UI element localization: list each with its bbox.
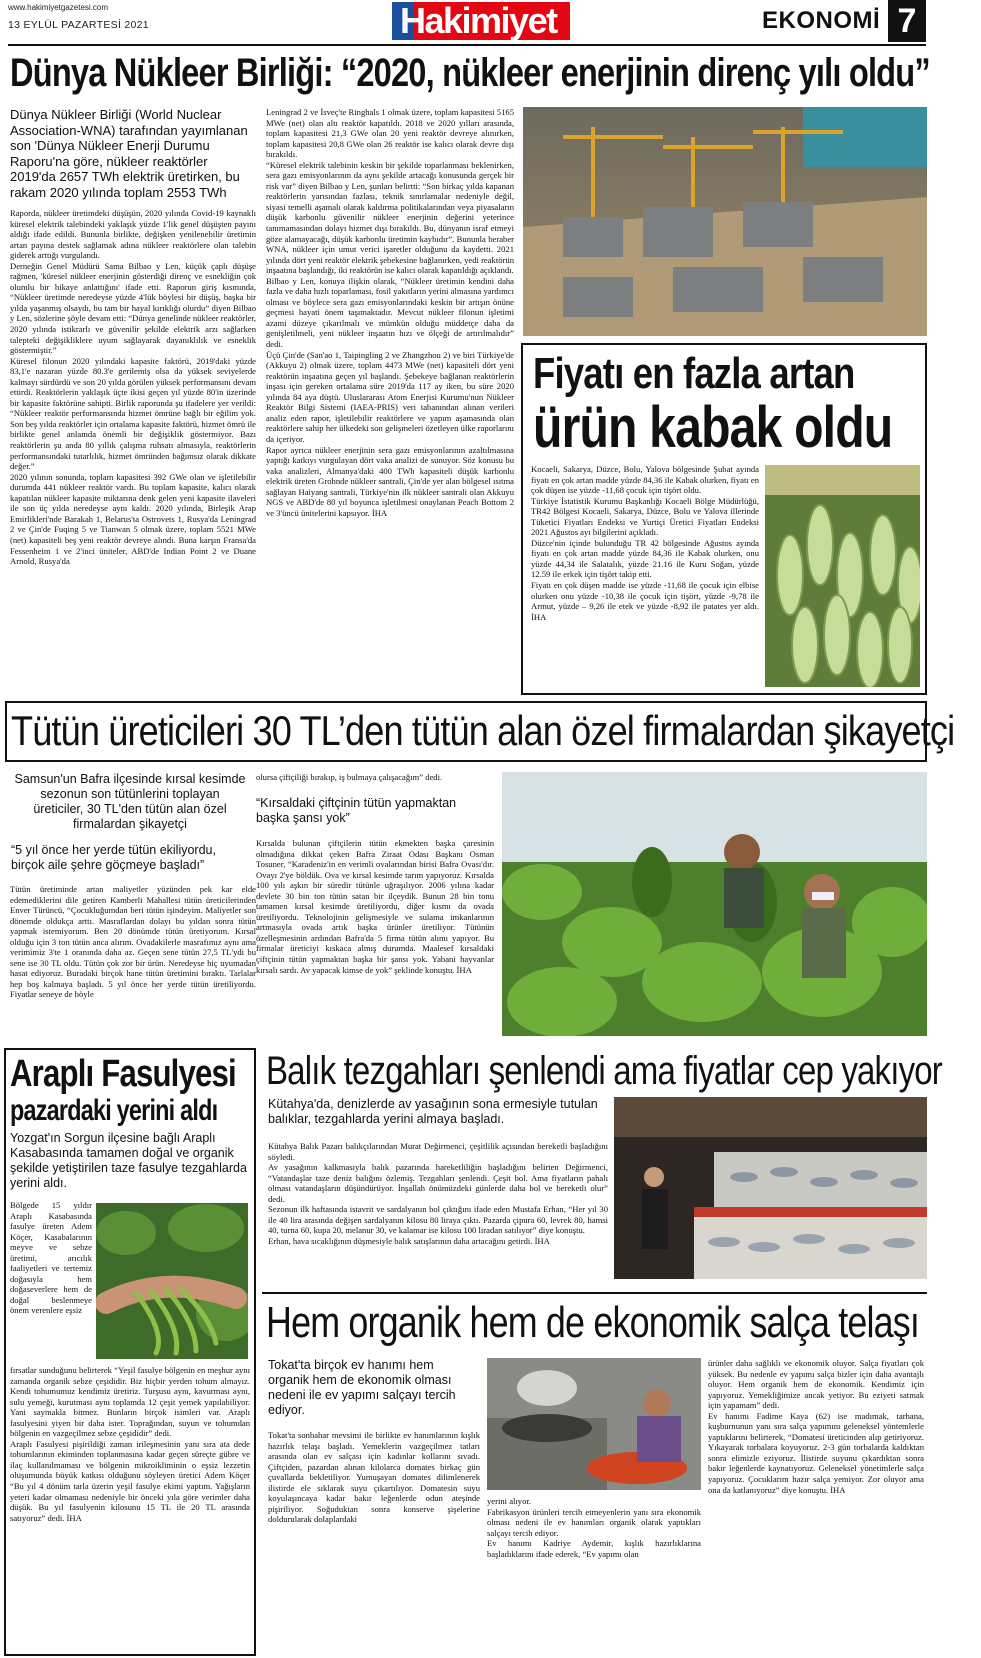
tomato-body-2: yerini alıyor. Fabrikasyon ürünleri tercih etmeyenlerin yanı sıra ekonomik olması nedeni ile ev hanımları organik olarak yaptıkları salçayı tercih ediyor. Ev hanımı Kadriye Aydemir, kışlık hazırlıklarına başladıklarını ifade ederek, “Ev yapımı olan	[487, 1496, 701, 1559]
tobacco-lead: Samsun'un Bafra ilçesinde kırsal kesimde sezonun son tütünlerini toplayan üreticiler, 30 TL'den tütün alan özel firmalardan şikayetçi	[14, 772, 246, 831]
masthead-rule	[8, 44, 926, 46]
tobacco-field-icon	[502, 772, 927, 1036]
zucchini-headline-2: ürün kabak oldu	[533, 395, 893, 460]
tomato-rule	[262, 1292, 927, 1294]
beans-headline-1: Araplı Fasulyesi	[10, 1053, 236, 1095]
tomato-body-1: Tokat'ta sonbahar mevsimi ile birlikte ev hanımlarının kışlık hazırlık telaşı başladı. Yemeklerin vazgeçilmez tatları arasında olan ev salçası için kadınlar kollarını sıvadı. Çiftçiden, pazardan alınan kilolarca domates birkaç gün çuvallarda bekletiliyor. Yumuşayan domates dilimlenerek ilistirde ele sıklarak suyu çıkartılıyor. Domatesin suyu koyulaşıncaya kadar bakır leğenlerde odun ateşinde pişiriliyor. Soğuduktan sonra konserve şişelerine doldurularak dolaplardaki	[268, 1430, 480, 1525]
tomato-column-1	[268, 1430, 480, 1656]
construction-site-icon	[523, 107, 927, 336]
tobacco-column-1	[10, 884, 256, 1042]
zucchini-column	[531, 464, 759, 690]
website-url[interactable]: www.hakimiyetgazetesi.com	[8, 3, 109, 12]
logo-text: Hakimiyet	[400, 0, 557, 41]
beans-lead: Yozgat'ın Sorgun ilçesine bağlı Araplı Kasabasında tamamen doğal ve organik şekilde yetiştirilen taze fasulye tezgahlarda yerini aldı.	[10, 1131, 247, 1190]
zucchini-headline-1: Fiyatı en fazla artan	[533, 349, 855, 398]
fish-lead: Kütahya'da, denizlerde av yasağının sona ermesiyle tutulan balıklar, tezgahlarda yerini almaya başladı.	[268, 1097, 598, 1126]
nuclear-body-1: Raporda, nükleer üretimdeki düşüşün, 2020 yılında Covid-19 kaynaklı küresel elektrik talebindeki yaklaşık yüzde 1'lik genel düşüşten payını aldığı ifade edildi. Bununla birlikte, değişken yenilenebilir üretimin artan payına destek sağlamak adına nükleer reaktörlere olan talebin giderek arttığı vurgulandı. Derneğin Genel Müdürü Sama Bilbao y Len, küçük çaplı düşüşe rağmen, 'küresel nükleer enerjinin gösterdiği direnç ve esnekliğin çok olumlu bir hikaye anlattığını' ifade etti. Raporun giriş kısmında, “Nükleer üretimde neredeyse yüzde 4'lük böylesi bir düşüş, başka bir yılda yaşanmış olsaydı, bu tam bir hayal kırıklığı olurdu” diyen Bilbao y Len, sözlerine şöyle devam etti: “Dünya genelinde nükleer reaktörler, 2020 yılında istikrarlı ve güvenilir şekilde elektrik arzı sağlarken talepteki değişikliklere uyum sağlayarak dayanıklılık ve esneklik göstermiştir.” Küresel filonun 2020 yılındaki kapasite faktörü, 2019'daki yüzde 83,1'e nazaran yüzde 80.3'e gerilemiş olsa da yüksek seviyelerde kalmayı sürdürdü ve son 20 yılda görülen yüksek performansını devam ettirdi. Reaktörlerin yaklaşık üçte ikisi geçen yıl yüzde 80'in üzerinde bir kapasite faktörüne sahipti. Birlik raporunda şu ifadelere yer verildi: “Nükleer reaktör performansında hizmet ömrüne bağlı bir eğilim yok. Son beş yılda reaktörler için ortalama kapasite faktörü, hizmet ömrü ile birlikte genel anlamda önemli bir değişiklik göstermiyor. Bazı reaktörlerin şu anda 80 yıllık çalışma ruhsatı almasıyla, reaktörlerin performansındaki tutarlılık, hizmet ömründen bağımsız olarak dikkate değer.” 2020 yılının sonunda, toplam kapasitesi 392 GWe olan ve işletilebilir durumda 441 nükleer reaktör vardı. Bu toplam kapasite, kalıcı olarak kapatılan nükleer kapasite miktarına denk gelen yeni kapasite ilaveleri ile son üç yılda neredeyse aynı kaldı. 2020 yılında, Birleşik Arap Emirlikleri'nde Barakah 1, Belarus'ta Ostrovets 1, Rusya'da Leningrad 2 ve Çin'de Fuqing 5 ve Tianwan 5 olmak üzere, toplam 5521 MWe (net) kapasiteli beş yeni reaktör devreye alındı. Buna karşın Fransa'da Fessenheim 1 ve 2'inci üniteler, ABD'de Indian Point 2 ve Duane Arnold, Rusya'da	[10, 208, 256, 567]
tobacco-body-2-top: olursa çiftçiliği bırakıp, iş bulmaya çalışacağım” dedi.	[256, 772, 443, 782]
tobacco-column-2-top	[256, 772, 494, 786]
newspaper-logo	[392, 0, 570, 44]
tomato-paste-photo	[487, 1358, 701, 1490]
tomato-column-3	[708, 1358, 924, 1656]
zucchini-icon	[765, 465, 920, 687]
tobacco-subheading-1: “5 yıl önce her yerde tütün ekiliyordu, birçok aile şehre göçmeye başladı”	[11, 843, 216, 872]
tobacco-headline: Tütün üreticileri 30 TL’den tütün alan özel firmalardan şikayetçi	[11, 707, 955, 754]
issue-date: 13 EYLÜL PAZARTESİ 2021	[8, 19, 149, 31]
zucchini-photo	[765, 465, 920, 687]
nuclear-construction-photo	[523, 107, 927, 336]
fish-stall-icon	[614, 1097, 927, 1279]
fish-market-photo	[614, 1097, 927, 1279]
tomato-body-3: ürünler daha sağlıklı ve ekonomik oluyor. Salça fiyatları çok yüksek. Bu nedenle ev yapımı salça bizler için daha avantajlı oluyor. Hem organik hem de ekonomik. Kendimiz için yapıyoruz. Yemekliğimize ancak yetiyor. Bu eziyeti satmak için yapamam” dedi. Ev hanımı Fadime Kaya (62) ise madımak, tarhana, kuşburnunun yanı sıra salça yapımını geleneksel yöntemlerle yaptıklarını belirterek, “Domatesi üreticinden alıp getiriyoruz. Yıkayarak torbalara koyuyoruz. 2-3 gün torbalarda kaldıktan sonra elimizle eziyoruz. İlistirde suyunu çıkardıktan sonra bakır leğenlerde kaynatıyoruz. Geleneksel yönetimlerle salça yapıyoruz. Çocuklarım hazır salça yemiyor. Zor oluyor ama ona da katlanıyoruz” diye konuştu. İHA	[708, 1358, 924, 1495]
beans-column-full	[10, 1365, 250, 1653]
zucchini-body: Kocaeli, Sakarya, Düzce, Bolu, Yalova bölgesinde Şubat ayında fiyatı en çok artan madde yüzde 84,36 ile Kabak olurken, fiyatı en çok düşen ise yüzde -11,68 çocuk için tişört oldu. Türkiye İstatistik Kurumu Başkanlığı Kocaeli Bölge Müdürlüğü, TR42 Bölgesi Kocaeli, Sakarya, Düzce, Bolu ve Yalova illerinde Tüketici Fiyatları Endeksi ve Yurtiçi Üretici Fiyatları Endeksi 2021 Ağustos ayı bilgilerini açıkladı. Düzce'nin içinde bulunduğu TR 42 bölgesinde Ağustos ayında fiyatı en çok artan madde yüzde 84,36 ile Kabak olurken, onu yüzde 44,34 ile Salatalık, yüzde 21.16 ile Kuru Soğan, yüzde 12.59 ile erkek için tişört takip etti. Fiyatı en çok düşen madde ise yüzde -11,68 ile çocuk için elbise olurken onu yüzde -10,38 ile çocuk için tişört, yüzde -9,78 ile Armut, yüzde – 9,26 ile etek ve yüzde -8,92 ile patates yer aldı. İHA	[531, 464, 759, 622]
nuclear-headline: Dünya Nükleer Birliği: “2020, nükleer enerjinin direnç yılı oldu”	[10, 51, 930, 95]
beans-body-full: fırsatlar sunduğunu belirterek “Yeşil fasulye bölgenin en meşhur aynı zamanda organik sebze çeşididir. Biz hiçbir yerden tohum almayız. Kendi tohumumuz kendimiz üretiriz. Turşusu aynı, kavurması aynı, sulu yemeği, kurutması aynı toplamda 12 çeşit yemek yapılabiliyor. Yani saymakla bitmez. Bunların birçok isimleri var. Araplı fasulyesini yiyen bir daha ister. Toprağından, suyun ve tohumdan bölgenin en vazgeçilmez sebze çeşididir” dedi. Araplı Fasulyesi pişirildiği zaman irileşmesinin yanı sıra ata dede tohumlarının ekiminden toplanmasına kadar geçen süreçte gübre ve ilaç kullanılmaması ve bölgenin mikroikliminin o eşsiz lezzetin oluşumunda büyük katkısı olduğunu söyleyen üretici Adem Köçer “Bu yıl 4 dönüm tarla üzerin yeşil fasulye ekimi yaptım. Yağışların yeteri kadar olmaması nedeniyle bir önceki yıla göre verimler daha düşük. Bu yıl fasulyenin kilosunu 15 TL ile 20 TL arasında satıyoruz” dedi. İHA	[10, 1365, 250, 1523]
nuclear-lead: Dünya Nükleer Birliği (World Nuclear Association-WNA) tarafından yayımlanan son 'Dünya Nükleer Enerji Durumu Raporu'na göre, nükleer reaktörler 2019'da 2657 TWh elektrik üretirken, bu rakam 2020 yılında toplam 2553 TWh	[10, 107, 248, 200]
green-beans-icon	[96, 1203, 248, 1359]
tomato-column-2	[487, 1496, 701, 1656]
beans-body-narrow: Bölgede 15 yıldır Araplı Kasabasında fasulye üreten Adem Köçer, Kasabalarının meyve ve sebze üretimi, arıcılık faaliyetleri ve tertemiz doğasıyla hem doğaseverlere hem de doğal beslenmeye önem verenlere eşsiz	[10, 1200, 92, 1316]
tobacco-subheading-2: “Kırsaldaki çiftçinin tütün yapmaktan başka şansı yok”	[256, 796, 457, 825]
tobacco-column-2	[256, 838, 494, 1038]
tomato-lead: Tokat'ta birçok ev hanımı hem organik hem de ekonomik olması nedeni ile ev yapımı salçayı tercih ediyor.	[268, 1358, 456, 1417]
beans-photo	[96, 1203, 248, 1359]
nuclear-body-2: Leningrad 2 ve İsveç'te Ringhals 1 olmak üzere, toplam kapasitesi 5165 MWe (net) olan altı reaktör kapatıldı. 2018 ve 2020 yılları arasında, toplam kapasitesi 21,3 GWe olan 20 yeni reaktör devreye alınırken, toplam kapasitesi 20,8 GWe olan 26 reaktör ise kalıcı olarak devre dışı bırakıldı. “Küresel elektrik talebinin keskin bir şekilde toparlanması beklenirken, sera gazı emisyonlarının da aynı şekilde artacağı konusunda gerçek bir risk var” diyen Bilbao y Len, şunları belirtti: “Son birkaç yılda kapanan reaktörlerin yarısından fazlası, teknik sınırlamalar nedeniyle değil, siyasi temelli aşamalı olarak kaldırma politikalarından veya piyasaların düşük karbonlu güvenilir nükleer enerjinin değerini yeterince tanımamasından dolayı hizmet dışı bırakıldı. Bu, dünyanın israf etmeyi göze alamayacağı, düşük karbonlu üretimin kaybıdır”. Bununla beraber WNA, nükleer için umut verici işaretler olduğunu da kaydetti. 2021 yılında dört yeni reaktör elektrik şebekesine bağlanırken, yedi reaktörün inşaatına başlandığı, iki reaktörün ise kalıcı olarak kapatıldığı açıklandı. Bilbao y Len, konuya ilişkin olarak, “Nükleer üretimin kendini daha fazla ve daha hızlı toparlaması, fosil yakıtların yerini almasına yardımcı olması ve böylece sera gazı emisyonlarındaki keskin bir artışın önüne geçmesi hayati önem taşımaktadır. Mevcut nükleer filonun işletimi azami düzeye çıkarılmalı ve mümkün olduğu müddetçe daha da genişletilmeli, yeni nükleer inşaatın hızı ve ölçeği de artırılmalıdır” dedi. Üçü Çin'de (San'ao 1, Taipingling 2 ve Zhangzhou 2) ve biri Türkiye'de (Akkuyu 2) olmak üzere, toplam 4473 MWe (net) kapasiteli dört yeni reaktörün inşaatına geçen yıl başlandı. Şebekeye bağlanan reaktörlerin inşası için gereken ortalama süre 2019'da 117 ay iken, bu süre 2020 yılında 84 aya düştü. Uluslararası Atom Enerjisi Kurumu'nun Nükleer Reaktör Bilgi Sistemi (IAEA-PRIS) veri tabanından alınan verileri analiz eden rapor, işletilebilir reaktörlere ve yapım aşamasında olan reaktörlere sahip her ülkedeki son gelişmeleri özetleyen ülke raporlarını da içeriyor. Rapor ayrıca nükleer enerjinin sera gazı emisyonlarının azaltılmasına yaptığı katkıyı vurgulayan dört vaka analizi de sunuyor. Söz konusu bu vaka analizleri, Almanya'daki 400 TWh kapasiteli düşük karbonlu elektrik üreten Grohnde nükleer santrali, Çin'de yer alan bölgesel ısıtma sağlayan Haiyang santrali, Türkiye'nin ilk nükleer santrali olan Akkuyu NGS ve ABD'de 80 yıl boyunca işletilmesi onaylanan Peach Bottom 2 ve 3'üncü ünitelerini kapsıyor. İHA	[266, 107, 514, 518]
nuclear-column-1	[10, 208, 256, 694]
nuclear-column-2	[266, 107, 514, 695]
tobacco-field-photo	[502, 772, 927, 1036]
fish-headline: Balık tezgahları şenlendi ama fiyatlar cep yakıyor	[266, 1049, 942, 1093]
tobacco-body-2: Kırsalda bulunan çiftçilerin tütün ekmekten başka çaresinin olmadığına dikkat çeken Bafra Ziraat Odası Başkanı Osman Tosuner, “Karadeniz'in en verimli ovalarından birisi Bafra Ovası'dır. Ovayı 2'ye böldük. Ova ve kırsal kesimde tarım yapıyoruz. Kırsalda 100 yılı aşkın bir süredir tütünle uğraşılıyor. 2006 yılına kadar devlete 30 bin ton tütün satan bir ilçeydik. Bunun 28 bin tonu tamamen kırsal kesimde üretiliyordu, diğer kısmı da ovada üretiliyordu. Teknolojinin gelişmesiyle ve sulama imkanlarının artmasıyla ovada artık başka ürünler üretiliyor. Tütünün özelleşmesinin ardından Bafra'da 5 firma tütün alımı yapıyor. Bu firmalar üreticiyi kıskaca almış durumda. Maalesef kırsaldaki çiftçinin tütün yapmaktan başka bir şansı yok. Yabani hayvanlar kırsalı sardı. Av yapacak kimse de yok” şeklinde konuştu. İHA	[256, 838, 494, 975]
tomato-paste-icon	[487, 1358, 701, 1490]
page-number: 7	[897, 2, 917, 40]
fish-body: Kütahya Balık Pazarı balıkçılarından Murat Değirmenci, çeşitlilik açısından bereketli başladığını söyledi. Av yasağının kalkmasıyla balık pazarında hareketliliğin başladığını belirten Değirmenci, “Vatandaşlar taze deniz balığını özlemiş. Tezgahları şenlendi. Çeşit bol. Ama fiyatların pahalı olması vatandaşların düşündürüyor. İnşallah önümüzdeki günlerde daha bol ve bereketli olur” dedi. Sezonun ilk haftasında istavrit ve sardalyanın bol çıktığını ifade eden Mustafa Erhan, “Her yıl 30 ile 40 lira arasında değişen sardalyanın kilosu 80 liraya çıktı. Pazarda çipura 60, levrek 80, hamsi 40, turna 60, kupa 20, melanur 30, ve kalamar ise kilosu 100 liradan satılıyor” diye konuştu. Erhan, hava sıcaklığının düşmesiyle balık satışlarının daha artacağını getirdi. İHA	[268, 1141, 608, 1246]
fish-column	[268, 1141, 608, 1285]
section-label: EKONOMİ	[762, 7, 881, 34]
tomato-headline: Hem organik hem de ekonomik salça telaşı	[266, 1298, 920, 1347]
beans-headline-2: pazardaki yerini aldı	[10, 1094, 218, 1127]
beans-column-narrow	[10, 1200, 92, 1365]
tobacco-body-1: Tütün üretiminde artan maliyetler yüzünden pek kar elde edemediklerini dile getiren Kamberli Mahallesi tütün üreticilerinden Enver Türüncü, “Çocukluğumdan beri tütün işindeyim. Maliyetler son dönemde oldukça arttı. Masraflardan dolayı bu yıldan sonra tütün yapmak istemiyorum. Ben 20 dönümde tütün üretiyorum. Kırsal olduğu için 3 ton tütün anca alırım. Ovadakilerle masrafımız aynı ama verimimiz 3'te 1 oranında daha az. Geçen sene tütün 27,5 TL'ydi bu sene ise 30 TL oldu. Tütün çok zor bir ürün. Neredeyse hiç uyumadan hasat ediyoruz. Buradaki birçok hane tütün üretimini bıraktı. Tarlalar hep boş kalmaya başladı. 5 yıl önce her yerde tütün üretiliyordu. Fiyatlar seneye de böyle	[10, 884, 256, 1000]
